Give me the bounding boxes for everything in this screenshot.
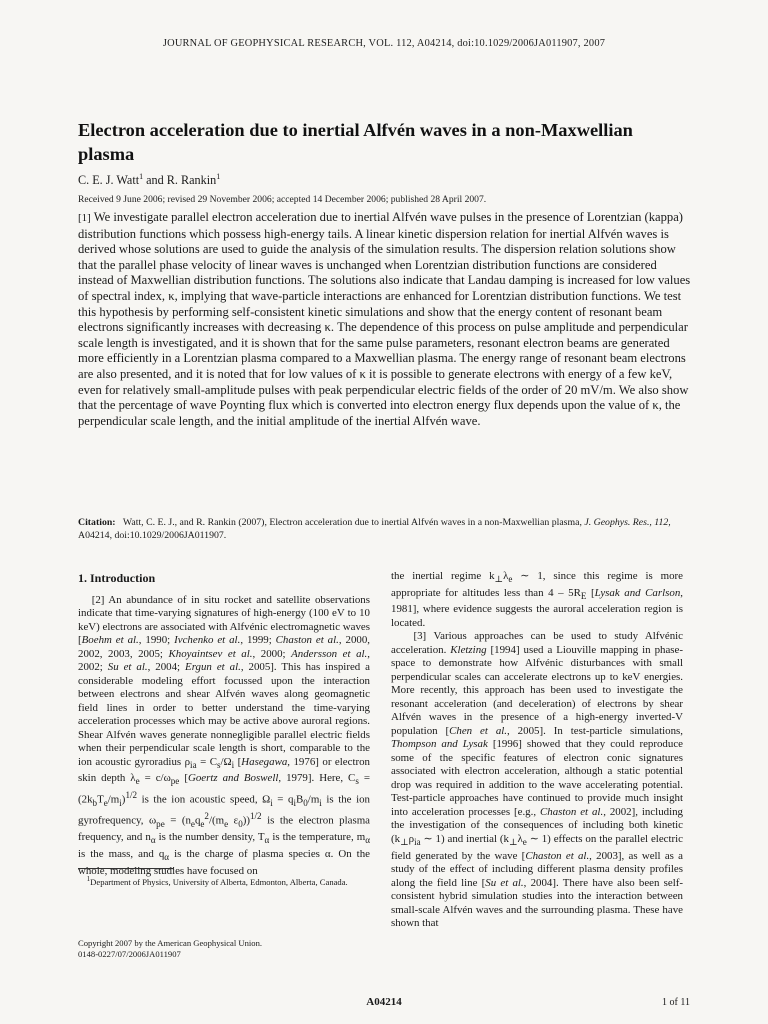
body-text: , 2005]. This has inspired a considerable modeling effort focussed upon the interaction between electrons and shear Alfvén waves along geomagnetic field lines in order to better understand the time-varying acceleration processes which may be active above auroral regions. Shear Alfvén waves generate nonnegligible parallel electric fields when their perpendicular scale length is short, comparable to the ion acoustic gyroradius ρ	[78, 661, 371, 768]
body-text: λ	[503, 570, 509, 582]
body-text: ∼ 1) and inertial (k	[420, 832, 509, 845]
superscript: 1/2	[250, 811, 262, 822]
footnote-divider	[78, 868, 174, 869]
superscript: 1/2	[125, 789, 138, 800]
subscript: ia	[190, 759, 197, 770]
body-text: the inertial regime k	[391, 570, 495, 582]
issn-line: 0148-0227/07/2006JA011907	[78, 949, 181, 959]
subscript: α	[365, 835, 371, 846]
body-text: , 2004]. There have also been self-consistent hybrid simulation studies into the interaction between small-scale Alfvén waves and the surrounding plasma. These have shown that	[391, 876, 683, 930]
subscript: i	[293, 797, 296, 808]
reference-link[interactable]: Ergun et al.	[185, 661, 241, 673]
body-text: is the mass, and q	[78, 848, 165, 861]
body-text: /Ω	[220, 755, 232, 768]
body-text: ∼ 1, since this regime is more appropriate for altitudes less than 4 – 5R	[391, 570, 684, 599]
section-heading: 1. Introduction	[78, 571, 156, 585]
reference-link[interactable]: Goertz and Boswell	[187, 772, 279, 785]
article-id-footer: A04214	[366, 996, 402, 1008]
reference-link[interactable]: Su et al.	[485, 876, 524, 889]
body-text: ε	[228, 814, 239, 827]
citation-text: A04214, doi:10.1029/2006JA011907.	[78, 530, 227, 541]
body-text: , 2002], including the investigation of the consequences of including both kinetic (k	[391, 805, 683, 845]
subscript: 0	[238, 818, 243, 829]
body-text: , 2005]. In test-particle simulations,	[507, 724, 683, 737]
body-text: An abundance of in situ rocket and satellite observations indicate that time-varying signatures of high-energy (100 eV to 10 keV) electrons are associated with Alfvénic electromagnetic waves [	[78, 593, 370, 646]
copyright-notice	[78, 938, 370, 960]
body-text: , 2000;	[252, 647, 292, 660]
body-text: , 2000, 2002, 2003, 2005;	[78, 634, 370, 660]
subscript: pe	[156, 818, 165, 829]
reference-link[interactable]: Khoyaintsev et al.	[168, 647, 253, 660]
superscript: 2	[204, 811, 209, 822]
subscript: e	[508, 574, 513, 585]
right-column	[391, 570, 683, 931]
reference-link[interactable]: Kletzing	[450, 643, 487, 656]
body-text: /m	[307, 793, 320, 806]
paragraph	[391, 570, 683, 630]
body-text: , 2003], as well as a study of the effect of including different plasma density profiles along the field line [	[391, 849, 683, 889]
body-text: , 1979]. Here, C	[278, 772, 356, 785]
reference-link[interactable]: Chen et al.	[449, 724, 508, 737]
page-number: 1 of 11	[662, 997, 690, 1008]
reference-link[interactable]: Andersson et al.	[291, 647, 368, 660]
subscript: e	[190, 818, 195, 829]
subscript: i	[231, 759, 235, 770]
paper-title: Electron acceleration due to inertial Alfvén waves in a non-Maxwellian plasma	[78, 120, 633, 164]
abstract	[78, 210, 694, 429]
author-name: C. E. J. Watt	[78, 173, 140, 188]
author-name: R. Rankin	[166, 173, 217, 188]
subscript: ia	[414, 837, 421, 848]
citation-block	[78, 516, 698, 542]
citation-journal: J. Geophys. Res., 112,	[584, 517, 671, 528]
body-text: λ	[517, 832, 523, 845]
body-text: B	[295, 793, 304, 806]
paragraph-number: [3]	[413, 630, 427, 643]
body-text: is the temperature, m	[269, 831, 366, 844]
reference-link[interactable]: Su et al.	[107, 661, 148, 673]
body-text: , 1976] or electron skin depth λ	[78, 755, 370, 785]
body-text: , 1981], where evidence suggests the auroral acceleration region is located.	[391, 586, 684, 629]
author-connector: and	[143, 173, 167, 188]
body-text: is the electron plasma frequency, and n	[78, 814, 370, 844]
subscript: e	[224, 818, 229, 829]
subscript: b	[92, 797, 98, 808]
subscript: e	[522, 837, 527, 848]
reference-link[interactable]: Chaston et al.	[275, 634, 339, 646]
subscript: e	[135, 776, 140, 787]
body-text: , 1990;	[138, 634, 175, 646]
subscript: e	[103, 797, 108, 808]
subscript: 0	[303, 797, 308, 808]
reference-link[interactable]: Boehm et al.	[81, 634, 139, 646]
abstract-text: We investigate parallel electron acceleration due to inertial Alfvén wave pulses in the presence of Lorentzian (kappa) distribution functions which possess high-energy tails. A linear kinetic dispersion relation for inertial Alfvén waves is derived whose solutions are used to guide the analysis of the simulation results. The dispersion relation solutions show that the parallel phase velocity of linear waves is unchanged when Lorentzian distribution functions are considered instead of Maxwellian distribution functions. The solutions also indicate that Landau damping is increased for low values of spectral index, κ, implying that wave-particle interactions are enhanced for Lorentzian distribution functions. We test this hypothesis by performing self-consistent kinetic simulations and show that the energy content of resonant beam electrons significantly increases with decreasing κ. The dependence of this process on pulse amplitude and perpendicular scale length is investigated, and it is shown that for the same pulse parameters, resonant electron beams are generated more efficiently in a Lorentzian plasma compared to a Maxwellian plasma. The energy range of resonant beam electrons are also presented, and it is noted that for low values of κ it is possible to generate electrons with energy of a few keV, even for relatively small-amplitude pulses with peak perpendicular electric fields of the order of 20 mV/m. We also show that the percentage of wave Poynting flux which is converted into electron energy flux depends upon the value of κ, the perpendicular scale length, and the initial amplitude of the inertial Alfvén wave.	[78, 210, 691, 428]
affiliation-text: Department of Physics, University of Alberta, Edmonton, Alberta, Canada.	[90, 876, 348, 887]
citation-text: Watt, C. E. J., and R. Rankin (2007), Electron acceleration due to inertial Alfvén waves in a non-Maxwellian plasma,	[122, 517, 585, 528]
body-text: Various approaches can be used to study Alfvénic acceleration.	[391, 630, 683, 656]
subscript: ⊥	[508, 837, 518, 848]
subscript: α	[264, 835, 270, 846]
body-text: = (2k	[78, 772, 370, 806]
subscript: ⊥	[494, 574, 504, 585]
reference-link[interactable]: Chaston et al.	[540, 805, 604, 818]
affiliation-marker: 1	[139, 172, 144, 181]
subscript: i	[319, 797, 322, 808]
paragraph-number: [1]	[78, 212, 91, 224]
body-text: ρ	[408, 832, 415, 845]
body-text: [	[586, 586, 595, 599]
paragraph	[391, 630, 683, 930]
reference-link[interactable]: Hasegawa	[241, 755, 288, 768]
subscript: e	[200, 818, 205, 829]
copyright-line: Copyright 2007 by the American Geophysical Union.	[78, 938, 263, 948]
body-text: is the charge of plasma species α. On the whole, modeling studies have focused on	[78, 848, 370, 877]
body-text: ∼ 1) effects on the parallel electric field generated by the wave [	[391, 832, 683, 862]
body-text: [1996] showed that they could reproduce some of the specific features of electron conic signatures associated with electron acceleration, although a static potential drop was required in addition to the wave accelerating potential. Test-particle approaches have continued to provide much insight into acceleration processes [e.g.,	[391, 738, 683, 818]
body-text: q	[194, 814, 201, 827]
affiliation-footnote	[78, 874, 370, 888]
reference-link[interactable]: Chaston et al.	[525, 849, 590, 862]
subscript: α	[164, 852, 170, 863]
reference-link[interactable]: Thompson and Lysak	[391, 738, 488, 751]
paragraph-number: [2]	[91, 593, 105, 606]
citation-label: Citation:	[78, 517, 116, 528]
subscript: s	[355, 776, 359, 787]
body-text: /m	[107, 793, 120, 806]
subscript: i	[119, 797, 122, 808]
body-text: /(m	[208, 814, 225, 827]
reference-link[interactable]: Lysak and Carlson	[594, 586, 681, 599]
body-text: = C	[196, 755, 217, 768]
body-text: = c/ω	[139, 772, 171, 785]
author-line	[78, 172, 220, 188]
paragraph	[78, 594, 370, 879]
body-text: = (n	[164, 814, 191, 827]
body-text: )	[121, 793, 126, 806]
subscript: ⊥	[400, 837, 409, 848]
body-text: is the ion gyrofrequency, ω	[78, 793, 370, 827]
body-text: [1994] used a Liouville mapping in phase-space to demonstrate how Alfvénic disturbances with small perpendicular scales can accelerate electrons up to keV energies. More recently, this approach has been used to investigate the resonant acceleration (and deceleration) of electrons by shear Alfvén waves in the presence of a high-energy inverted-V population [	[391, 643, 684, 737]
subscript: pe	[170, 776, 180, 787]
body-text: , 2002;	[78, 647, 370, 673]
body-text: [	[234, 755, 242, 768]
reference-link[interactable]: Ivchenko et al.	[174, 634, 241, 646]
affiliation-marker: 1	[86, 875, 91, 883]
body-text: , 2004;	[147, 661, 186, 673]
subscript: E	[580, 590, 587, 601]
body-text: T	[97, 793, 104, 806]
body-text: is the ion acoustic speed, Ω	[137, 793, 271, 806]
left-column	[78, 572, 370, 878]
subscript: i	[270, 797, 273, 808]
body-text: [	[179, 772, 188, 785]
publication-dates: Received 9 June 2006; revised 29 November 2006; accepted 14 December 2006; published 28 April 2007.	[78, 194, 487, 205]
body-text: , 1999;	[240, 634, 276, 646]
body-text: ))	[242, 814, 250, 827]
subscript: α	[150, 835, 156, 846]
journal-header: JOURNAL OF GEOPHYSICAL RESEARCH, VOL. 112, A04214, doi:10.1029/2006JA011907, 2007	[162, 38, 606, 49]
body-text: is the number density, T	[155, 831, 265, 844]
affiliation-marker: 1	[216, 172, 221, 181]
subscript: s	[216, 759, 221, 770]
body-text: = q	[272, 793, 294, 806]
